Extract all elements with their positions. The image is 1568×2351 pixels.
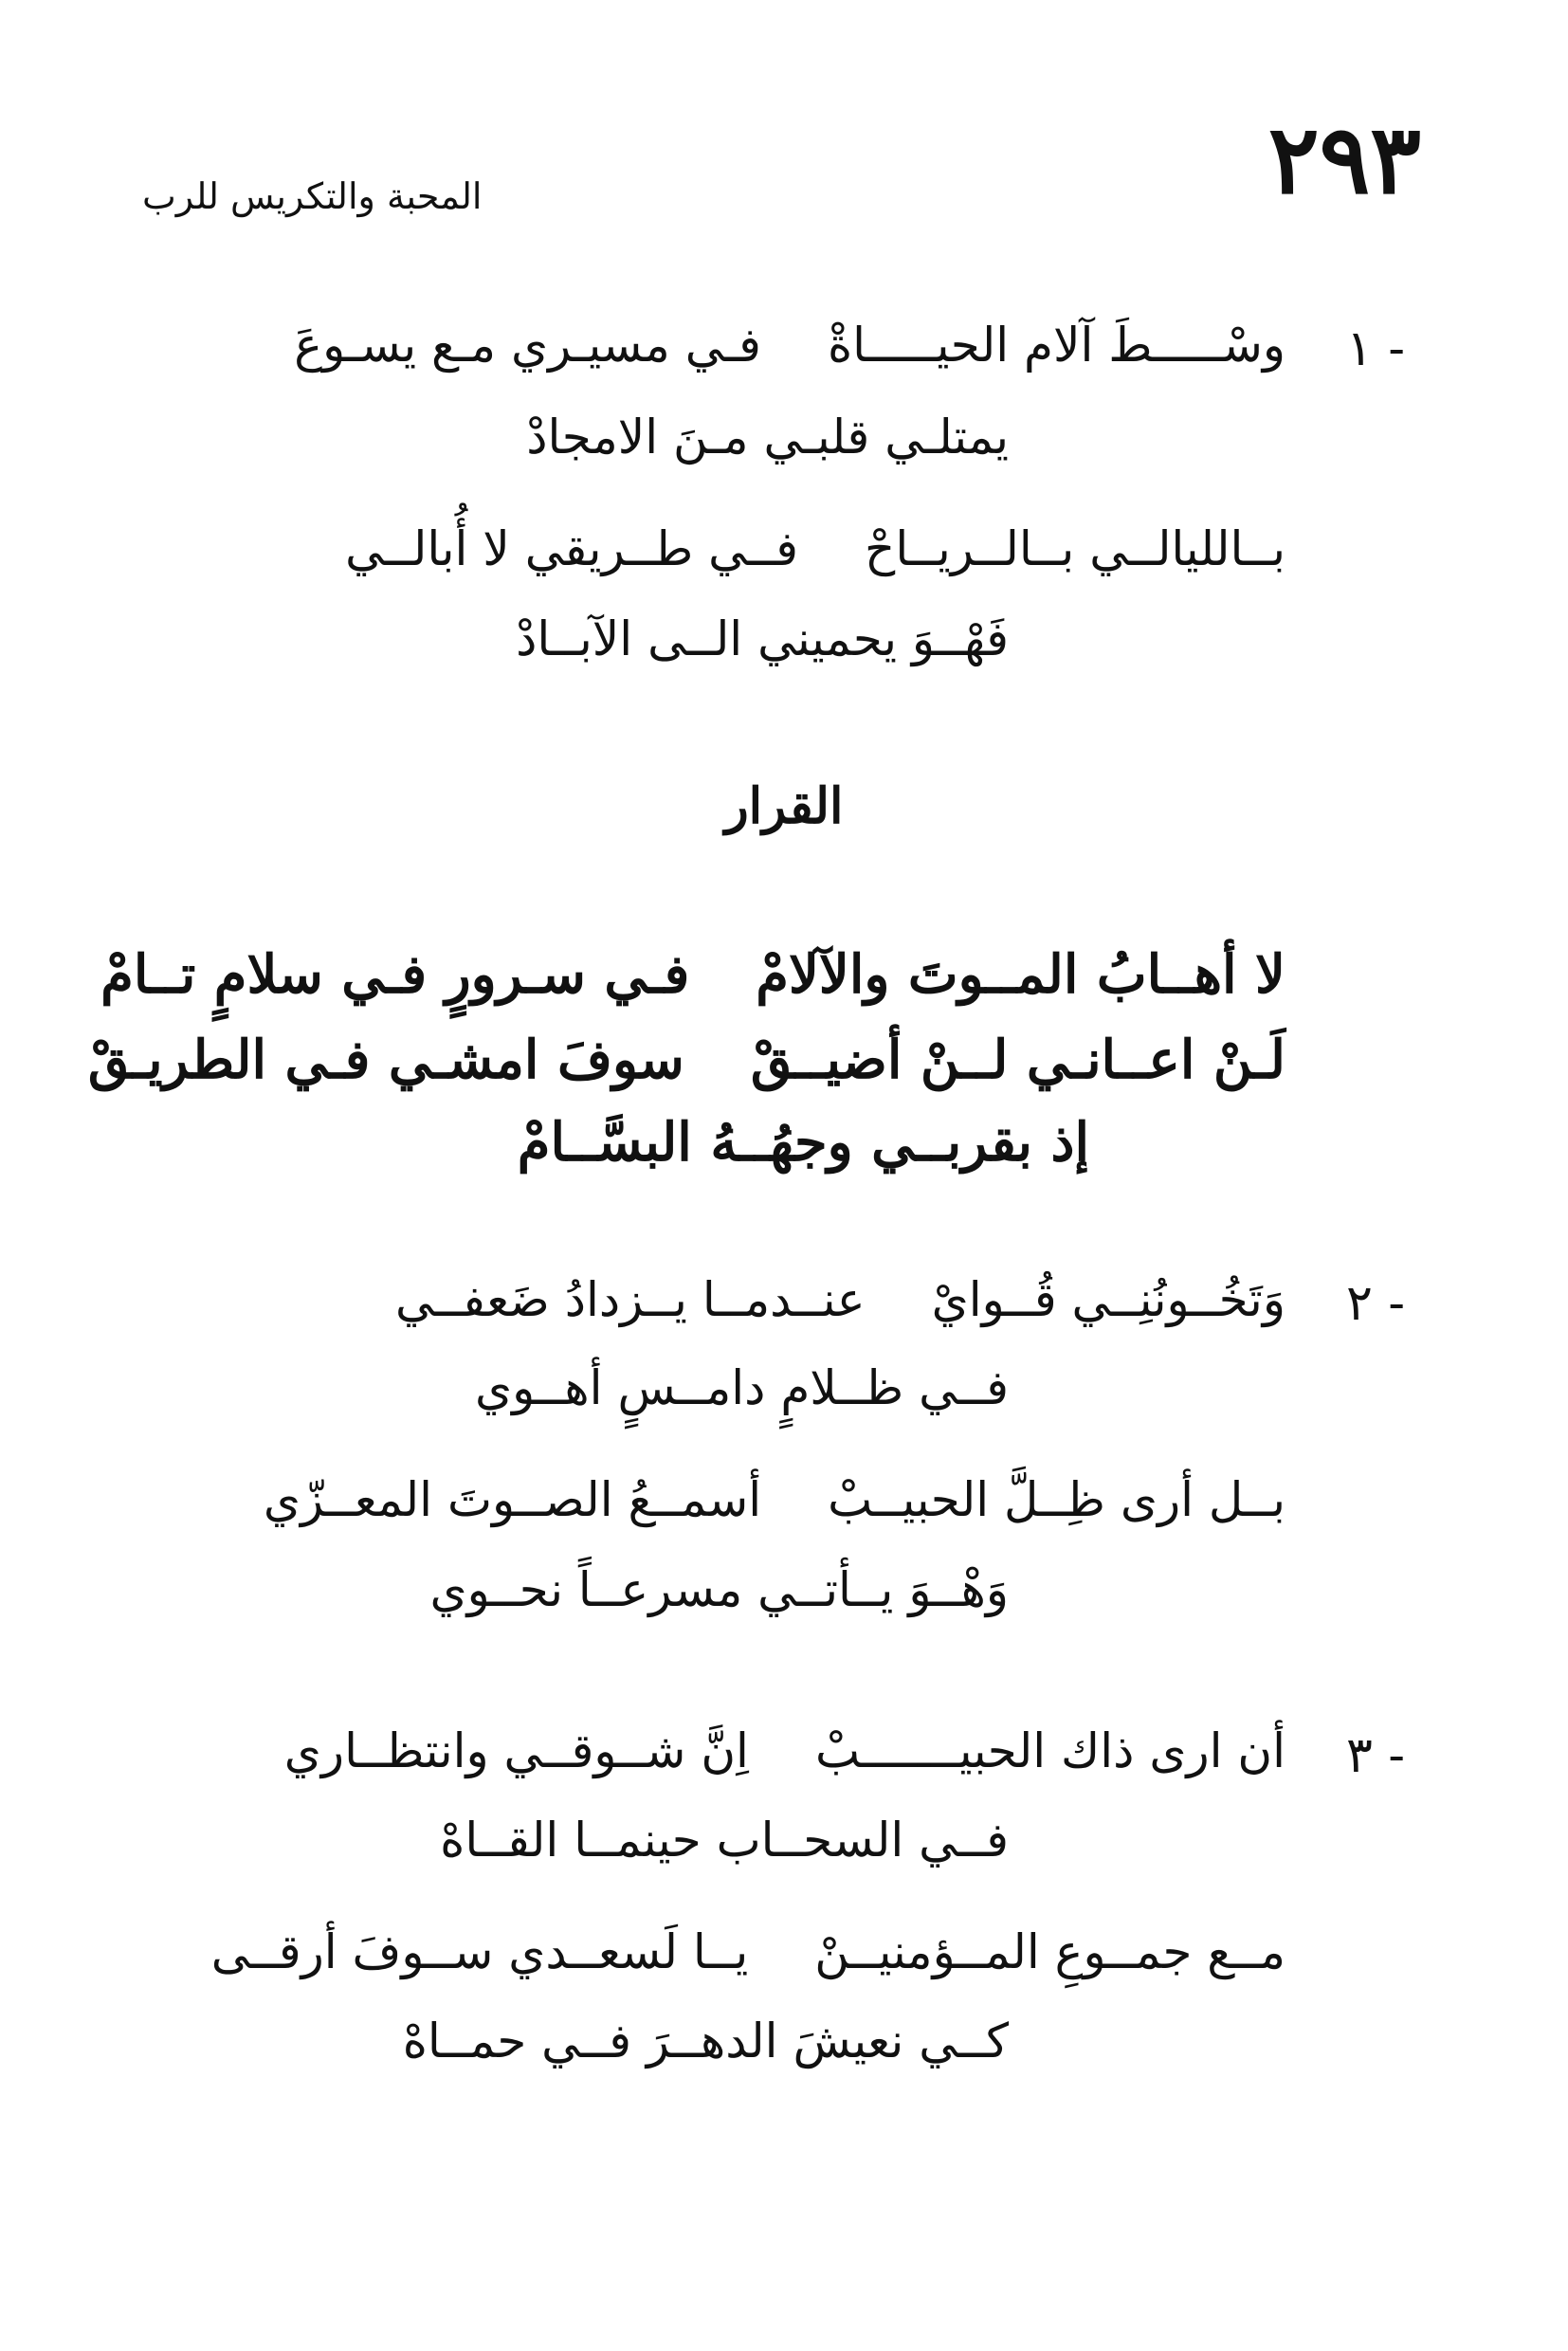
hemistich-right: عنــدمــا يــزدادُ ضَعفــي [394, 1272, 866, 1327]
hemistich-left: لا أهــابُ المــوتَ والآلامْ [756, 943, 1285, 1006]
page-number: ٢٩٣ [1267, 103, 1421, 215]
refrain-line-centered: إذ بقربــي وجهُــهُ البسَّــامْ [517, 1111, 1089, 1174]
refrain-line [88, 1029, 1285, 1091]
hemistich-left: لَـنْ اعــانـي لــنْ أضيــقْ [750, 1029, 1285, 1091]
hemistich-right: فـي مسيـري مـع يسـوعَ [294, 318, 761, 373]
verse-line [294, 318, 1285, 373]
hemistich-right: فــي طــريقي لا أُبالــي [345, 521, 799, 576]
hemistich-right: أسمــعُ الصــوتَ المعــزّي [263, 1472, 762, 1527]
hemistich-left: مــع جمــوعِ المــؤمنيــنْ [814, 1924, 1285, 1979]
hemistich-left: وسْـــــطَ آلام الحيـــــاةْ [827, 318, 1285, 373]
refrain-title: القرار [724, 777, 844, 835]
verse-line [395, 1272, 1285, 1327]
verse-number: ١ - [1345, 320, 1405, 377]
verse-line [211, 1924, 1285, 1979]
hemistich-left: بــالليالــي بــالــريــاحْ [865, 521, 1285, 576]
verse-line [284, 1723, 1285, 1778]
hemistich-right: فـي سـرورٍ فـي سلامٍ تــامْ [100, 943, 690, 1006]
running-head-title: المحبة والتكريس للرب [142, 175, 483, 217]
refrain-line [100, 943, 1285, 1006]
verse-number: ٣ - [1345, 1727, 1405, 1784]
verse-line [264, 1472, 1285, 1527]
verse-line-centered: فــي ظــلامٍ دامــسٍ أهــوي [475, 1360, 1009, 1415]
verse-line-centered: وَهْــوَ يــأتــي مسرعــاً نحــوي [429, 1562, 1009, 1617]
verse-line [345, 521, 1285, 576]
hemistich-left: بــل أرى ظِــلَّ الحبيــبْ [828, 1472, 1285, 1527]
hemistich-left: أن ارى ذاك الحبيـــــــبْ [814, 1723, 1285, 1778]
verse-number: ٢ - [1345, 1275, 1405, 1332]
hemistich-right: يــا لَسعــدي ســوفَ أرقــى [210, 1924, 749, 1979]
verse-line-centered: يمتلـي قلبـي مـنَ الامجادْ [526, 410, 1009, 465]
verse-line-centered: كــي نعيشَ الدهــرَ فــي حمــاهْ [402, 2014, 1009, 2069]
verse-line-centered: فَهْــوَ يحميني الــى الآبــادْ [516, 611, 1009, 666]
hemistich-left: وَتَخُــونُنِــي قُــوايْ [931, 1272, 1285, 1327]
verse-line-centered: فــي السحــاب حينمــا القــاهْ [440, 1813, 1009, 1868]
hemistich-right: سوفَ امشـي فـي الطريـقْ [87, 1029, 684, 1091]
hemistich-right: اِنَّ شــوقــي وانتظــاري [283, 1723, 749, 1778]
